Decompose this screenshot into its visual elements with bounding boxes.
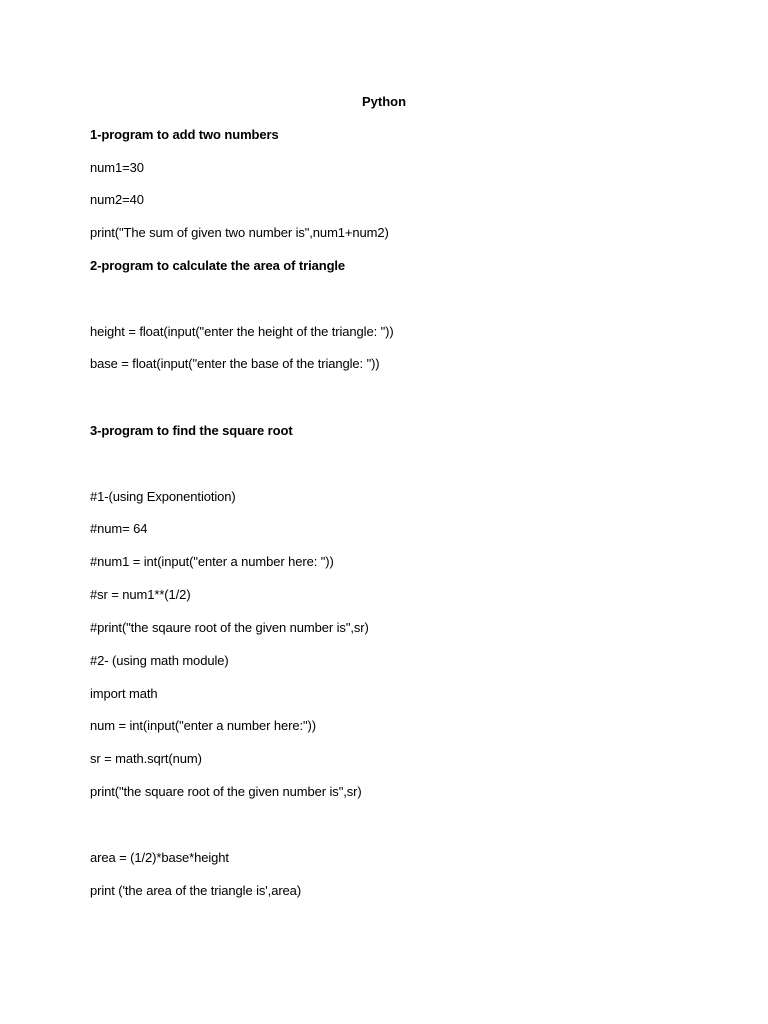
code-line: height = float(input("enter the height of the triangle: ")): [90, 324, 394, 339]
code-line: num2=40: [90, 192, 144, 207]
section-heading-add-numbers: 1-program to add two numbers: [90, 127, 279, 142]
code-line: area = (1/2)*base*height: [90, 850, 229, 865]
code-line: print("The sum of given two number is",num1+num2): [90, 225, 389, 240]
code-line: sr = math.sqrt(num): [90, 751, 202, 766]
code-line: num1=30: [90, 160, 144, 175]
code-line: base = float(input("enter the base of the triangle: ")): [90, 356, 380, 371]
code-line: #num= 64: [90, 521, 148, 536]
code-line: #print("the sqaure root of the given number is",sr): [90, 620, 369, 635]
code-line: #sr = num1**(1/2): [90, 587, 191, 602]
document-title: Python: [361, 94, 407, 109]
code-line: #2- (using math module): [90, 653, 229, 668]
section-heading-triangle-area: 2-program to calculate the area of triangle: [90, 258, 346, 273]
code-line: print ('the area of the triangle is',area): [90, 883, 302, 898]
section-heading-square-root: 3-program to find the square root: [90, 423, 293, 438]
code-line: import math: [90, 686, 158, 701]
code-line: #num1 = int(input("enter a number here: ")): [90, 554, 334, 569]
code-line: num = int(input("enter a number here:")): [90, 718, 316, 733]
code-line: print("the square root of the given number is",sr): [90, 784, 362, 799]
code-line: #1-(using Exponentiotion): [90, 489, 236, 504]
